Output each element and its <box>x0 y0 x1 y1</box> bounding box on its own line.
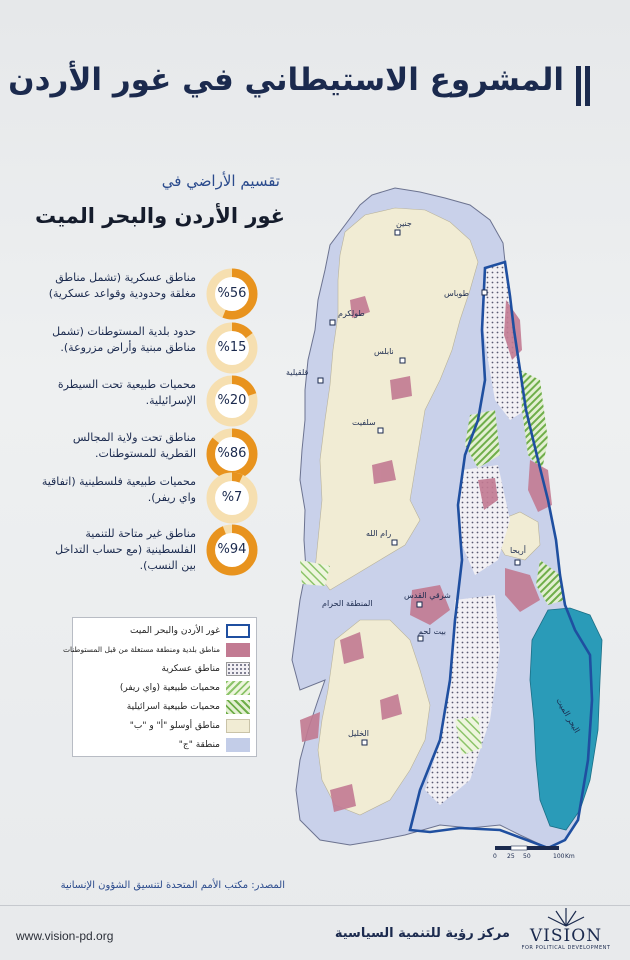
legend-swatch-military <box>226 662 250 676</box>
logo-word: VISION <box>529 926 603 946</box>
label-bethlehem: بيت لحم <box>418 627 446 636</box>
source-note: المصدر: مكتب الأمم المتحدة لتنسيق الشؤون الإنسانية <box>60 880 285 891</box>
stat-item <box>43 322 258 374</box>
label-jericho: أريحا <box>510 546 526 555</box>
map-headline: غور الأردن والبحر الميت <box>34 204 285 228</box>
scale-bar <box>493 846 575 860</box>
label-ramallah: رام الله <box>366 529 392 538</box>
vision-logo <box>518 904 614 954</box>
stat-percent: %94 <box>217 542 247 557</box>
legend-swatch-valley <box>226 624 250 638</box>
label-qalqilya: قلقيلية <box>286 368 309 377</box>
scale-tick-25: 25 <box>507 853 515 860</box>
stat-item <box>43 375 258 427</box>
label-dead-sea: البحر الميت <box>554 696 582 735</box>
stat-item <box>43 472 258 524</box>
map-legend <box>62 617 257 757</box>
stat-percent: %15 <box>217 340 247 355</box>
label-nablus: نابلس <box>374 347 394 356</box>
stat-percent: %20 <box>217 393 247 408</box>
org-name: مركز رؤية للتنمية السياسية <box>334 926 510 941</box>
sunrise-icon <box>518 904 614 928</box>
scale-tick-100: 100 <box>553 853 565 860</box>
scale-unit: Km <box>565 853 575 860</box>
stat-description: حدود بلدية المستوطنات (تشمل مناطق مبنية وأراض مزروعة). <box>52 325 196 354</box>
stat-description: مناطق عسكرية (تشمل مناطق مغلقة وحدودية وقواعد عسكرية) <box>48 271 196 300</box>
stat-percent: %56 <box>217 286 247 301</box>
legend-swatch-israeli-reserve <box>226 700 250 714</box>
stat-item <box>43 268 258 320</box>
legend-swatch-area-ab <box>226 719 250 733</box>
stat-description: محميات طبيعية تحت السيطرة الإسرائيلية. <box>57 378 196 407</box>
label-east-jerusalem: شرقي القدس <box>404 591 451 600</box>
label-tubas: طوباس <box>444 289 469 298</box>
page-title: المشروع الاستيطاني في غور الأردن <box>8 62 564 98</box>
label-salfit: سلفيت <box>352 418 376 427</box>
stat-percent: %7 <box>221 490 243 505</box>
scale-tick-50: 50 <box>523 853 531 860</box>
stat-description: محميات طبيعية فلسطينية (اتفاقية واي ريفر). <box>41 475 196 504</box>
legend-item-wye-reserve: محميات طبيعية (واي ريفر) <box>75 681 250 695</box>
stat-percent: %86 <box>217 446 247 461</box>
map-subtitle: تقسيم الأراضي في <box>161 172 280 190</box>
legend-item-military: مناطق عسكرية <box>75 662 250 676</box>
legend-item-valley: غور الأردن والبحر الميت <box>75 624 250 638</box>
legend-item-israeli-reserve: محميات طبيعية اسرائيلية <box>75 700 250 714</box>
stat-description: مناطق غير متاحة للتنمية الفلسطينية (مع حساب التداخل بين النسب). <box>55 527 196 572</box>
label-hebron: الخليل <box>348 729 369 738</box>
stat-description: مناطق تحت ولاية المجالس القطرية للمستوطنات. <box>72 431 196 460</box>
legend-item-settlement: مناطق بلدية ومنطقة مستغلة من قبل المستوطنات <box>75 643 250 657</box>
legend-item-area-c: منطقة "ج" <box>75 738 250 752</box>
website-link[interactable]: www.vision-pd.org <box>16 929 114 943</box>
legend-swatch-area-c <box>226 738 250 752</box>
label-jenin: جنين <box>396 219 412 228</box>
legend-swatch-wye-reserve <box>226 681 250 695</box>
logo-subtitle: FOR POLITICAL DEVELOPMENT <box>521 945 611 951</box>
stat-item <box>43 524 258 576</box>
label-tulkarm: طولكرم <box>338 309 365 318</box>
scale-tick-0: 0 <box>493 853 497 860</box>
legend-swatch-settlement <box>226 643 250 657</box>
label-no-mans-land: المنطقة الحرام <box>322 599 373 608</box>
legend-item-area-ab: مناطق أوسلو "أ" و "ب" <box>75 719 250 733</box>
